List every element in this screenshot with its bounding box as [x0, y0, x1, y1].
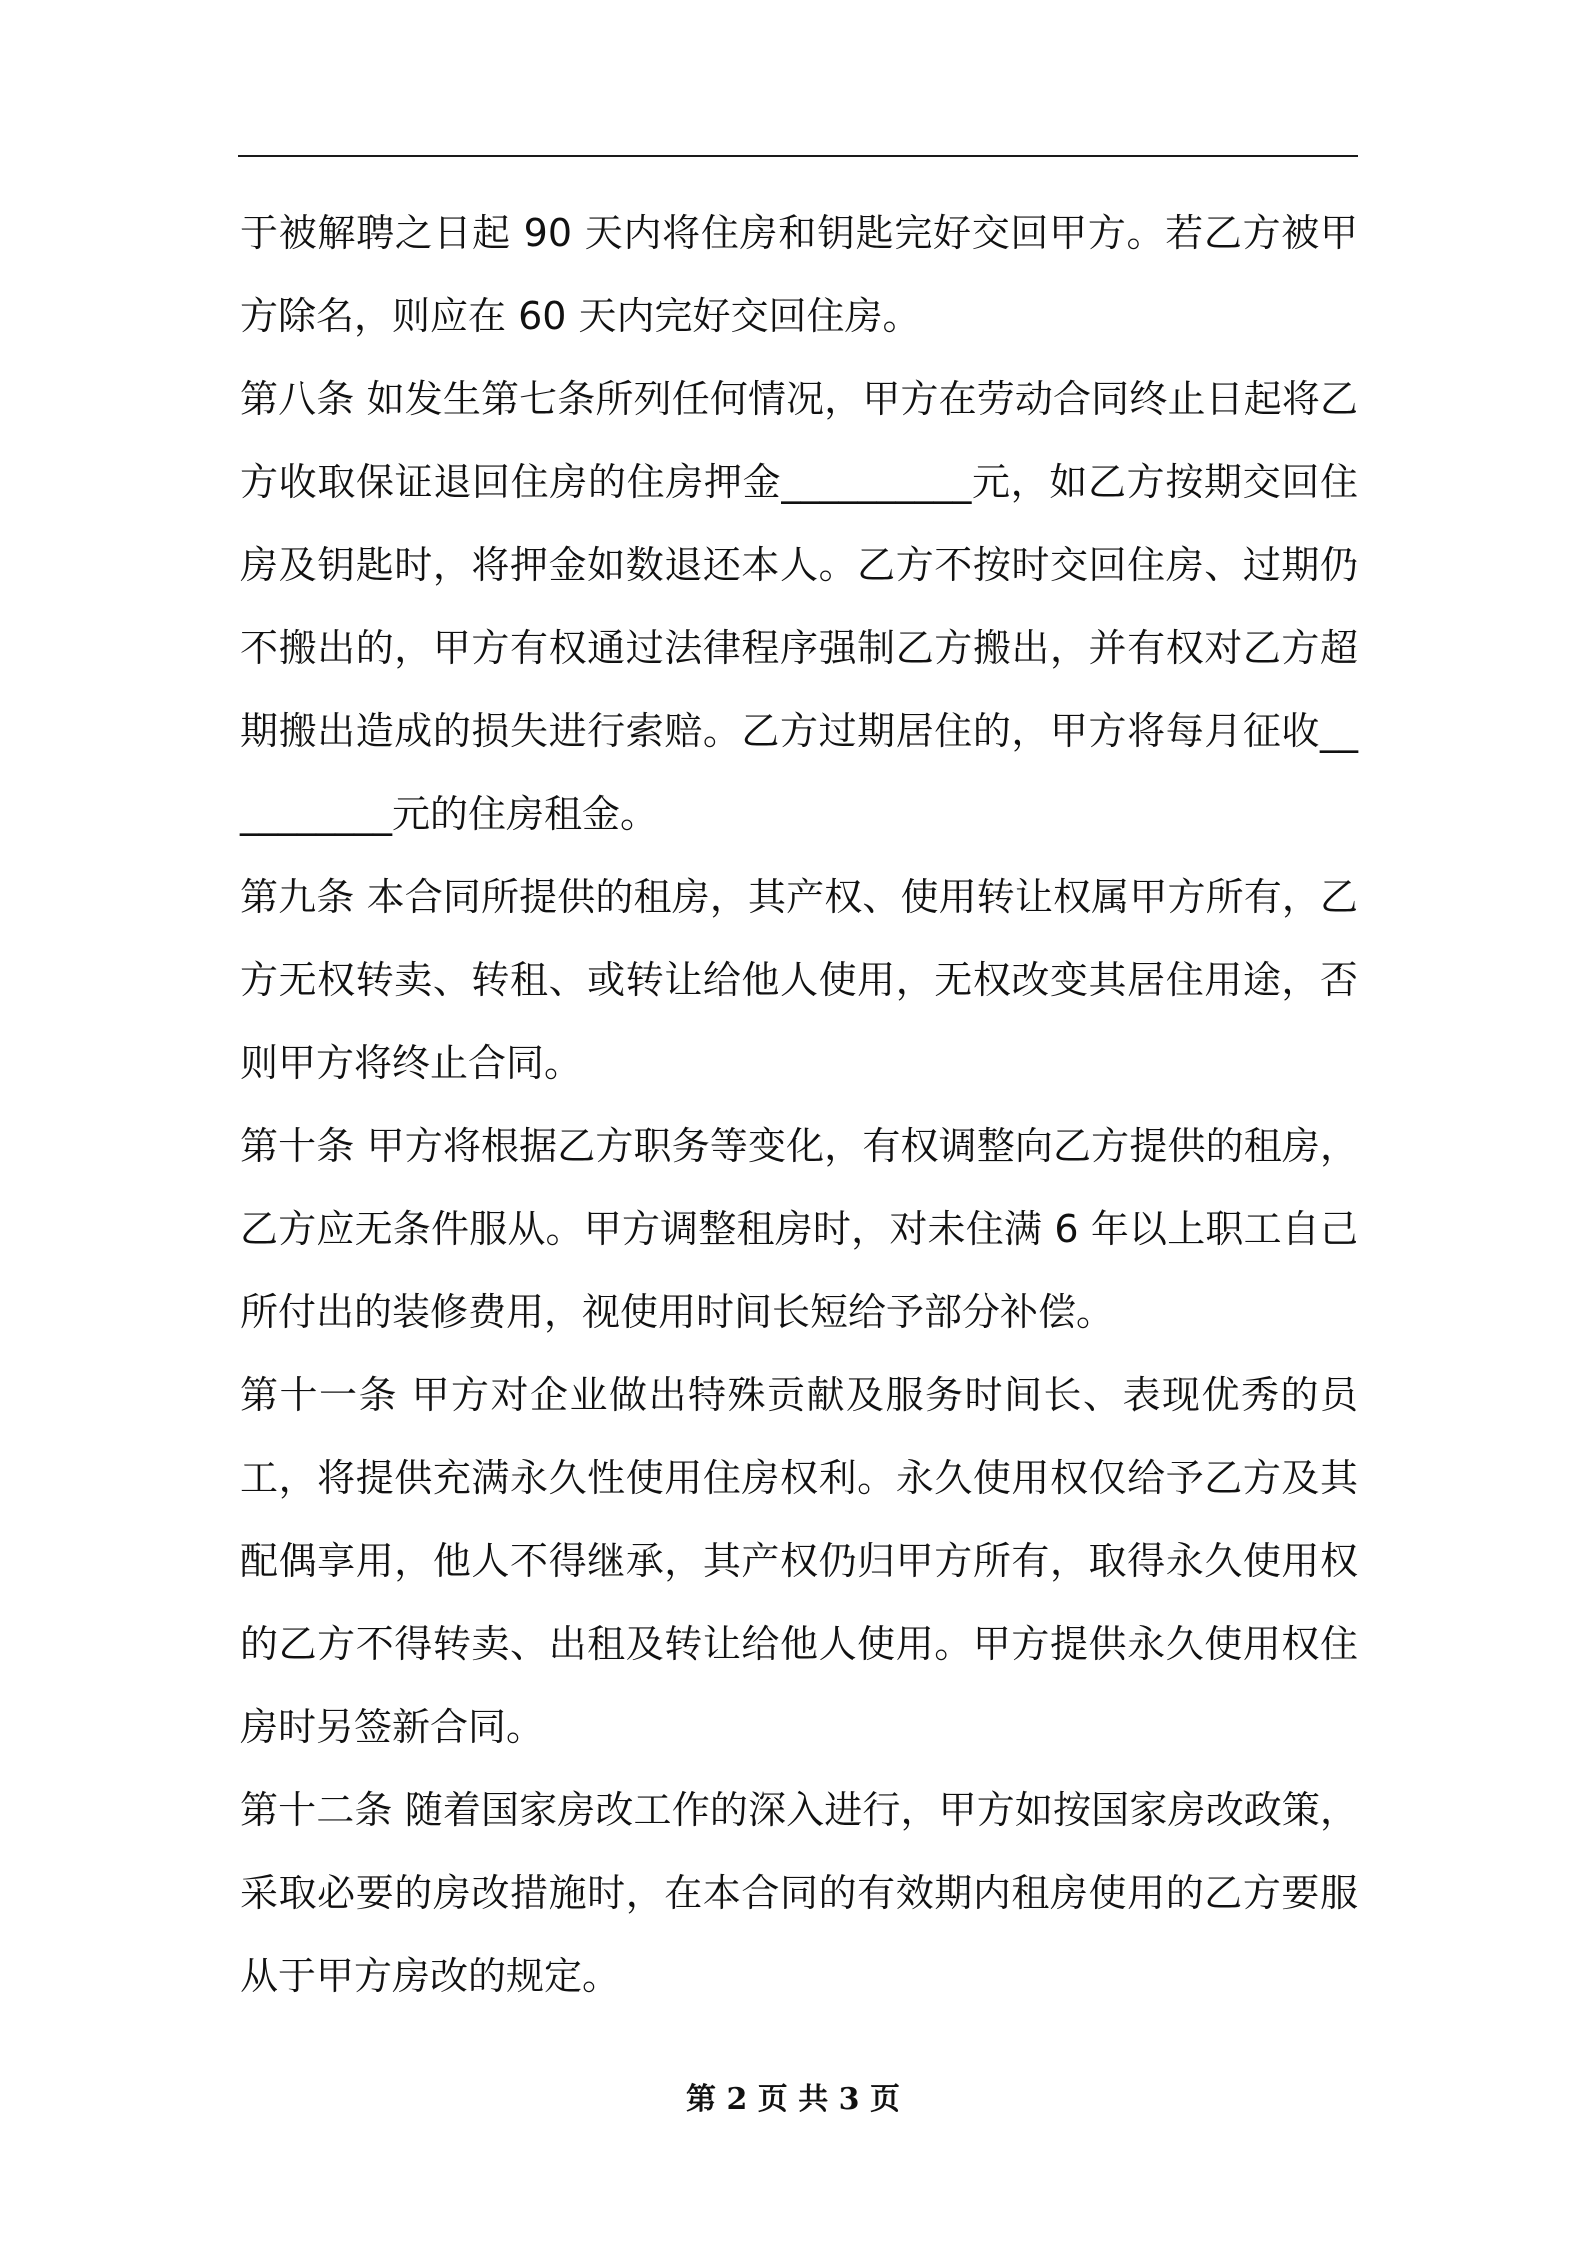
page-footer: [0, 2080, 1586, 2120]
article-9: 第九条 本合同所提供的租房，其产权、使用转让权属甲方所有，乙方无权转卖、转租、或转让给他人使用，无权改变其居住用途，否则甲方将终止合同。: [240, 875, 1358, 1085]
document-body: [240, 192, 1358, 2018]
article-10: 第十条 甲方将根据乙方职务等变化，有权调整向乙方提供的租房，乙方应无条件服从。甲方调整租房时，对未住满 6 年以上职工自己所付出的装修费用，视使用时间长短给予部分补偿。: [240, 1124, 1358, 1334]
article-8: 第八条 如发生第七条所列任何情况，甲方在劳动合同终止日起将乙方收取保证退回住房的住房押金__________元，如乙方按期交回住房及钥匙时，将押金如数退还本人。乙方不按时交回住房、过期仍不搬出的，甲方有权通过法律程序强制乙方搬出，并有权对乙方超期搬出造成的损失进行索赔。乙方过期居住的，甲方将每月征收__________元的住房租金。: [240, 377, 1358, 836]
header-divider: [238, 155, 1358, 157]
article-12: 第十二条 随着国家房改工作的深入进行，甲方如按国家房改政策，采取必要的房改措施时，在本合同的有效期内租房使用的乙方要服从于甲方房改的规定。: [240, 1788, 1358, 1998]
paragraph-continuation: 于被解聘之日起 90 天内将住房和钥匙完好交回甲方。若乙方被甲方除名，则应在 60 天内完好交回住房。: [240, 211, 1358, 338]
article-11: 第十一条 甲方对企业做出特殊贡献及服务时间长、表现优秀的员工，将提供充满永久性使用住房权利。永久使用权仅给予乙方及其配偶享用，他人不得继承，其产权仍归甲方所有，取得永久使用权的乙方不得转卖、出租及转让给他人使用。甲方提供永久使用权住房时另签新合同。: [240, 1373, 1358, 1749]
page-number-label: 第 2 页 共 3 页: [686, 2082, 900, 2117]
